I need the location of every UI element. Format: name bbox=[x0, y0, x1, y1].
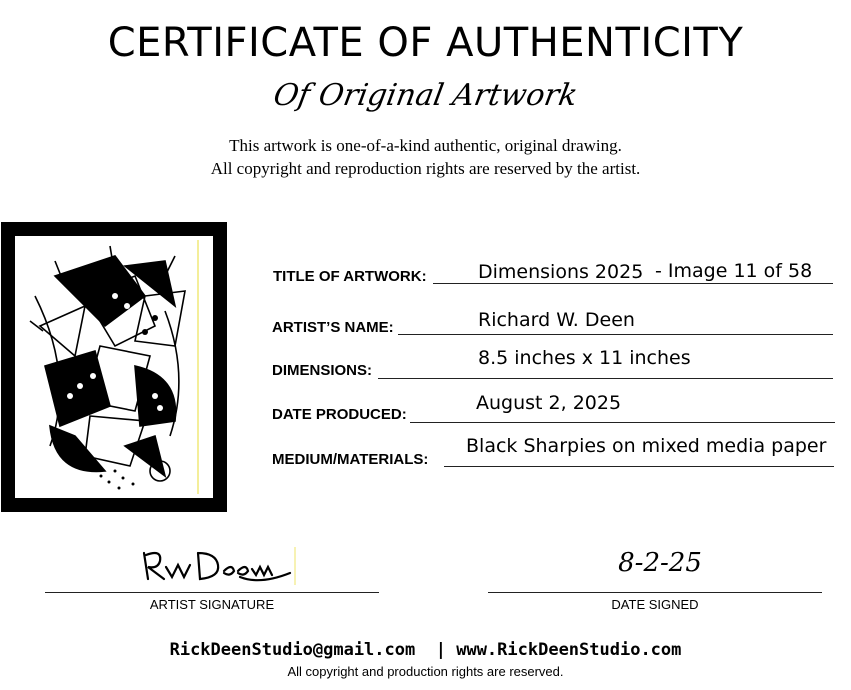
contact-line bbox=[0, 640, 851, 660]
contact-separator: | bbox=[435, 640, 446, 660]
field-label-date: DATE PRODUCED: bbox=[272, 406, 407, 423]
artist-signature-image bbox=[140, 545, 300, 587]
date-signed-line bbox=[488, 592, 822, 593]
field-label-title: TITLE OF ARTWORK: bbox=[273, 268, 427, 285]
field-value-date: August 2, 2025 bbox=[476, 392, 622, 414]
field-line-date bbox=[410, 422, 835, 423]
field-line-title bbox=[433, 283, 833, 284]
field-label-artist: ARTIST’S NAME: bbox=[272, 319, 394, 336]
field-line-dimensions bbox=[378, 378, 833, 379]
artwork-mat bbox=[15, 236, 213, 498]
field-value-title-extra: - Image 11 of 58 bbox=[655, 260, 813, 282]
certificate-subtitle: Of Original Artwork bbox=[270, 78, 581, 113]
artist-signature-label: ARTIST SIGNATURE bbox=[149, 597, 275, 612]
contact-website[interactable]: www.RickDeenStudio.com bbox=[456, 640, 682, 660]
intro-line-1: This artwork is one-of-a-kind authentic, original drawing. bbox=[229, 136, 622, 155]
certificate-title: CERTIFICATE OF AUTHENTICITY bbox=[107, 20, 744, 66]
field-value-artist: Richard W. Deen bbox=[478, 309, 635, 331]
date-signed-value: 8-2-25 bbox=[618, 548, 702, 578]
field-label-medium: MEDIUM/MATERIALS: bbox=[272, 451, 429, 468]
field-value-title: Dimensions 2025 bbox=[478, 261, 644, 283]
field-value-medium: Black Sharpies on mixed media paper bbox=[466, 435, 827, 457]
field-label-dimensions: DIMENSIONS: bbox=[272, 362, 373, 379]
footer-note: All copyright and production rights are reserved. bbox=[287, 664, 564, 679]
field-line-artist bbox=[398, 334, 833, 335]
intro-line-2: All copyright and reproduction rights are reserved by the artist. bbox=[210, 159, 641, 178]
field-line-medium bbox=[444, 466, 834, 467]
artist-signature-line bbox=[45, 592, 379, 593]
field-value-dimensions: 8.5 inches x 11 inches bbox=[478, 347, 691, 369]
contact-email[interactable]: RickDeenStudio@gmail.com bbox=[169, 640, 416, 660]
date-signed-label: DATE SIGNED bbox=[611, 597, 699, 612]
artwork-frame bbox=[1, 222, 227, 512]
artwork-drawing bbox=[15, 236, 213, 498]
